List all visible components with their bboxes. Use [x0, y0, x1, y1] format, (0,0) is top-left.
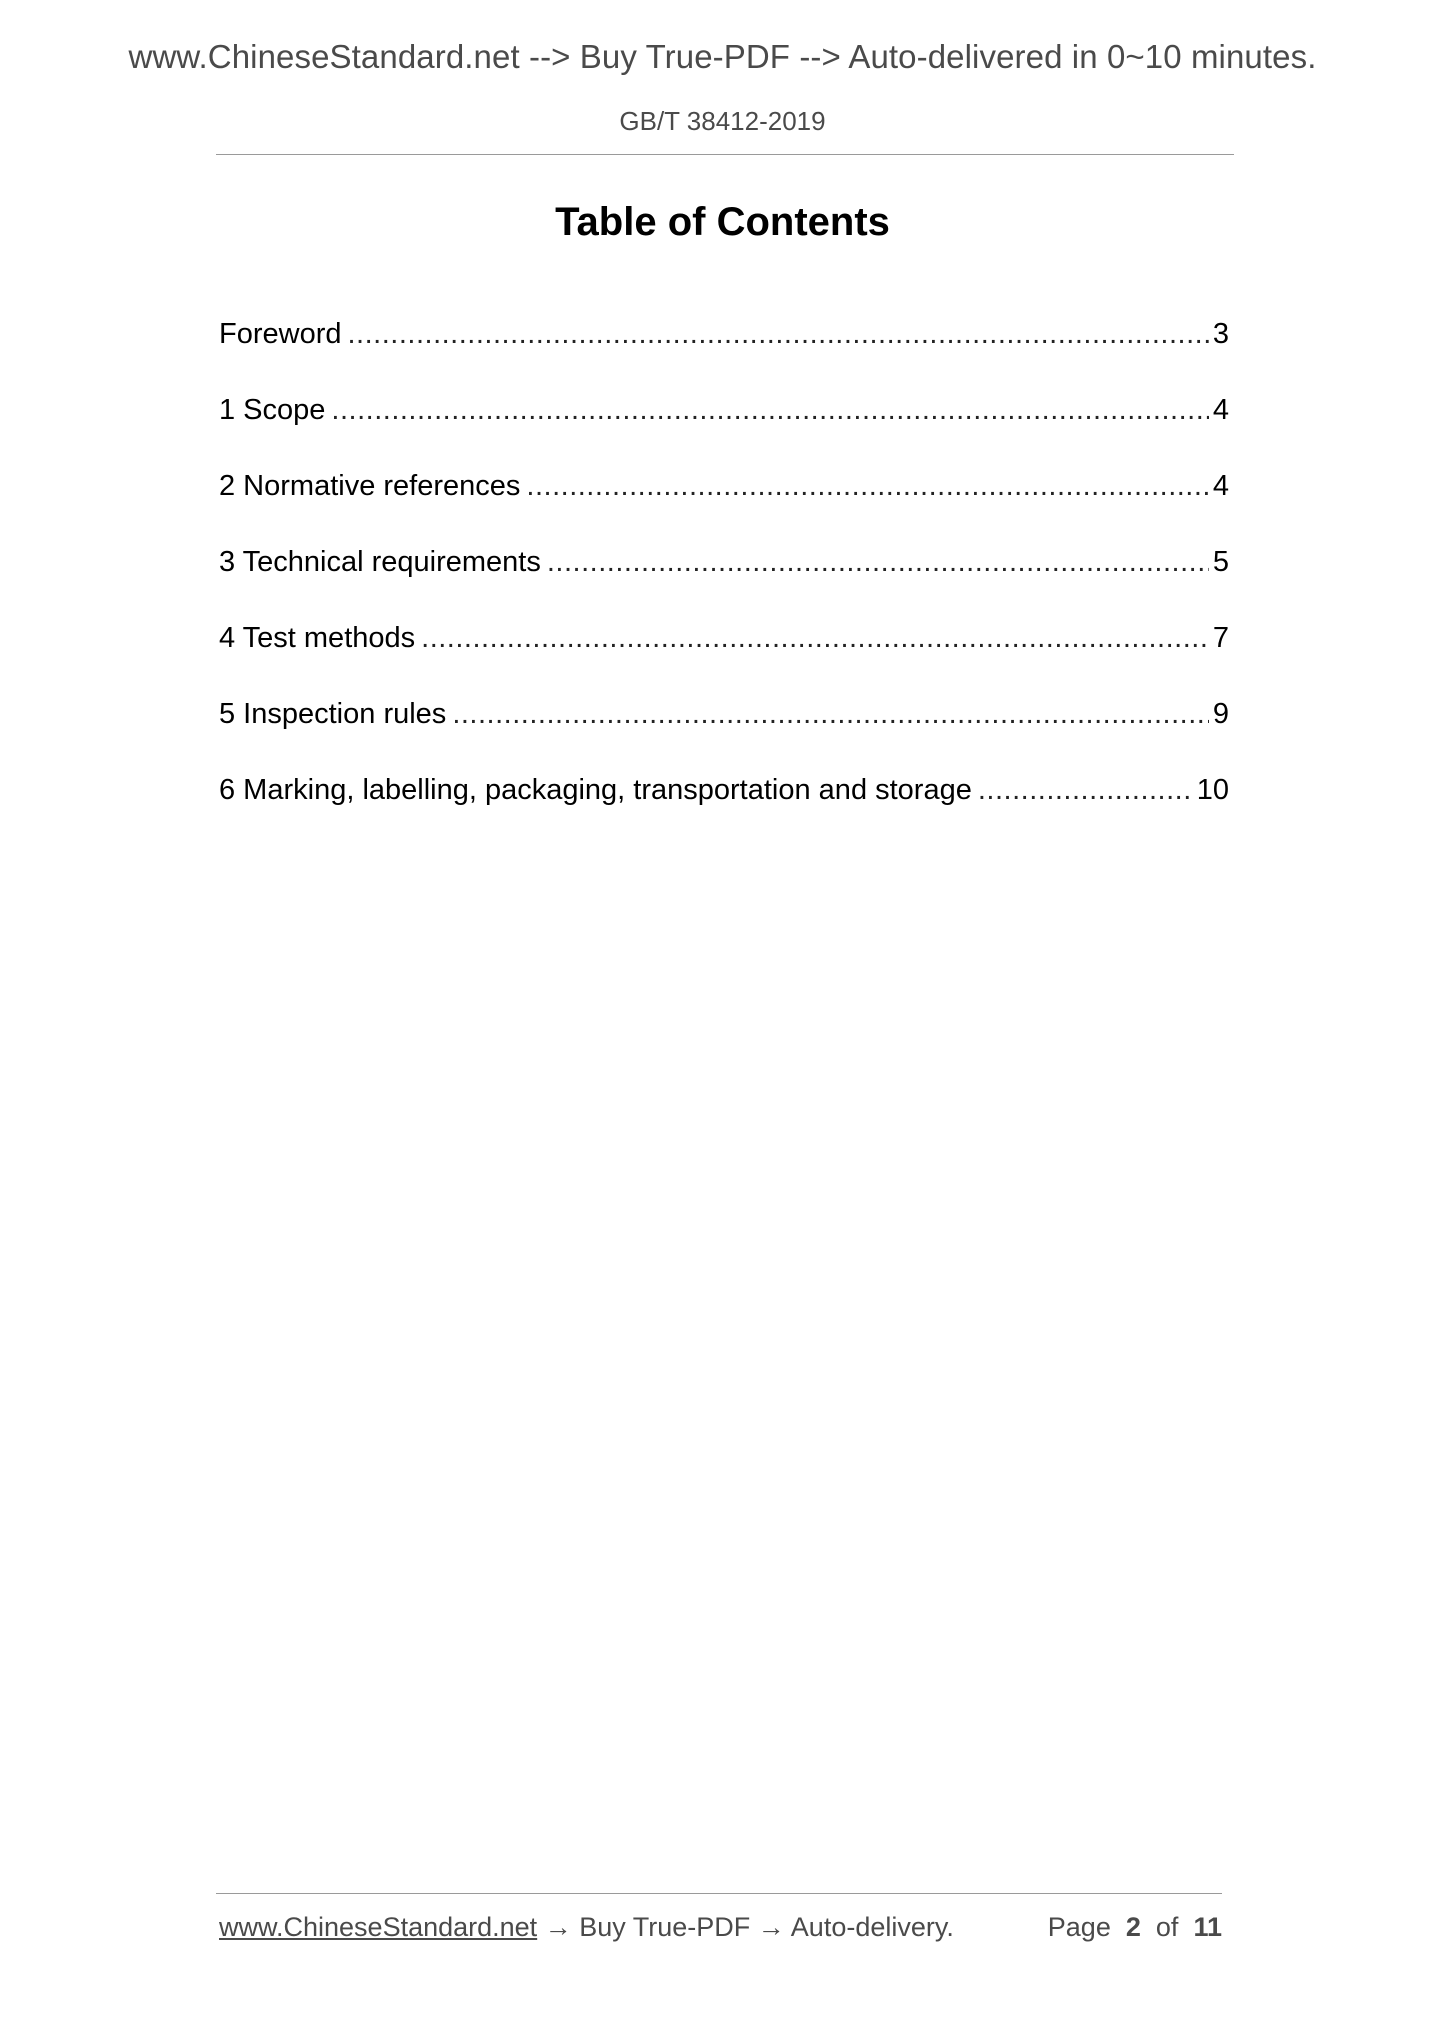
page-indicator [1048, 1912, 1222, 1943]
header-divider [216, 154, 1234, 155]
toc-list [219, 318, 1229, 850]
toc-entry-page: 4 [1212, 394, 1229, 426]
arrow-right-icon: → [544, 1912, 572, 1942]
toc-entry-page: 10 [1196, 774, 1229, 806]
toc-leader-dots [547, 546, 1209, 579]
toc-leader-dots [421, 622, 1209, 655]
toc-leader-dots [526, 470, 1208, 503]
toc-entry-label: 5 Inspection rules [219, 698, 447, 730]
toc-leader-dots [978, 774, 1193, 807]
toc-entry-foreword[interactable] [219, 318, 1229, 394]
footer-promo [219, 1912, 954, 1943]
toc-entry-normative-references[interactable] [219, 470, 1229, 546]
top-banner: www.ChineseStandard.net --> Buy True-PDF --> Auto-delivered in 0~10 minutes. [128, 38, 1317, 75]
toc-entry-test-methods[interactable] [219, 622, 1229, 698]
arrow-right-icon: → [757, 1912, 785, 1942]
toc-entry-label: 4 Test methods [219, 622, 416, 654]
toc-entry-label: 2 Normative references [219, 470, 521, 502]
toc-entry-scope[interactable] [219, 394, 1229, 470]
toc-entry-technical-requirements[interactable] [219, 546, 1229, 622]
footer-divider [216, 1893, 1222, 1894]
total-pages-number: 11 [1193, 1912, 1222, 1942]
footer-site-link[interactable]: www.ChineseStandard.net [219, 1912, 538, 1942]
toc-entry-page: 7 [1212, 622, 1229, 654]
standard-code: GB/T 38412-2019 [619, 106, 826, 136]
toc-title: Table of Contents [555, 200, 890, 244]
of-word: of [1155, 1912, 1179, 1942]
toc-entry-label: 3 Technical requirements [219, 546, 541, 578]
toc-entry-label: 1 Scope [219, 394, 326, 426]
toc-entry-label: Foreword [219, 318, 342, 350]
toc-entry-marking-labelling[interactable] [219, 774, 1229, 850]
current-page-number: 2 [1125, 1912, 1141, 1942]
toc-entry-inspection-rules[interactable] [219, 698, 1229, 774]
toc-entry-page: 9 [1212, 698, 1229, 730]
footer-delivery-text: Auto-delivery. [790, 1912, 954, 1942]
toc-entry-label: 6 Marking, labelling, packaging, transportation and storage [219, 774, 972, 806]
toc-leader-dots [348, 318, 1209, 351]
toc-leader-dots [452, 698, 1209, 731]
toc-leader-dots [331, 394, 1208, 427]
page-word: Page [1047, 1912, 1111, 1942]
toc-entry-page: 4 [1212, 470, 1229, 502]
toc-entry-page: 3 [1212, 318, 1229, 350]
toc-entry-page: 5 [1212, 546, 1229, 578]
footer-buy-text: Buy True-PDF [579, 1912, 751, 1942]
